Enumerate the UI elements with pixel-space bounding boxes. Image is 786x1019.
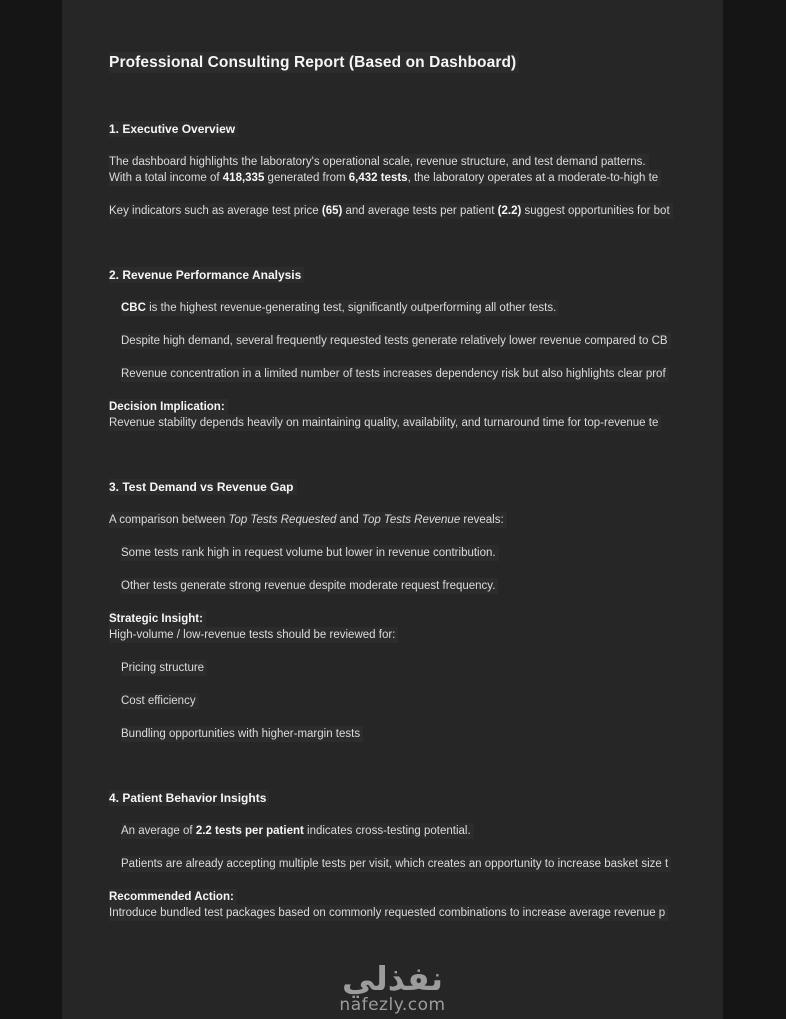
paragraph: A comparison between Top Tests Requested and Top Tests Revenue reveals: [109,512,723,528]
report-title: Professional Consulting Report (Based on Dashboard) [109,52,723,73]
bullet-item: An average of 2.2 tests per patient indicates cross-testing potential. [109,823,723,839]
section-heading: 1. Executive Overview [109,121,723,137]
bullet-item: Cost efficiency [109,693,723,709]
document-page [62,0,723,1019]
paragraph: The dashboard highlights the laboratory's operational scale, revenue structure, and test demand patterns. With a total income of 418,335 generated from 6,432 tests, the laboratory operates at a moderate-to-high te [109,154,723,186]
paragraph: Recommended Action: Introduce bundled test packages based on commonly requested combinations to increase average revenue p [109,889,723,921]
nafezly-watermark [62,961,723,1015]
bullet-item: Some tests rank high in request volume but lower in revenue contribution. [109,545,723,561]
paragraph: Decision Implication: Revenue stability depends heavily on maintaining quality, availability, and turnaround time for top-revenue te [109,399,723,431]
bullet-item: Other tests generate strong revenue despite moderate request frequency. [109,578,723,594]
bullet-item: CBC is the highest revenue-generating test, significantly outperforming all other tests. [109,300,723,316]
section-heading: 2. Revenue Performance Analysis [109,267,723,283]
paragraph: Strategic Insight: High-volume / low-revenue tests should be reviewed for: [109,611,723,643]
section-heading: 4. Patient Behavior Insights [109,790,723,806]
nafezly-url: nafezly.com [339,995,446,1015]
bullet-item: Despite high demand, several frequently requested tests generate relatively lower revenue compared to CB [109,333,723,349]
bullet-item: Pricing structure [109,660,723,676]
nafezly-logo: نفذلي [342,959,443,998]
document-content [62,0,723,921]
bullet-item: Bundling opportunities with higher-margin tests [109,726,723,742]
section-heading: 3. Test Demand vs Revenue Gap [109,479,723,495]
paragraph: Key indicators such as average test price (65) and average tests per patient (2.2) suggest opportunities for bot [109,203,723,219]
bullet-item: Patients are already accepting multiple tests per visit, which creates an opportunity to increase basket size t [109,856,723,872]
bullet-item: Revenue concentration in a limited number of tests increases dependency risk but also highlights clear prof [109,366,723,382]
